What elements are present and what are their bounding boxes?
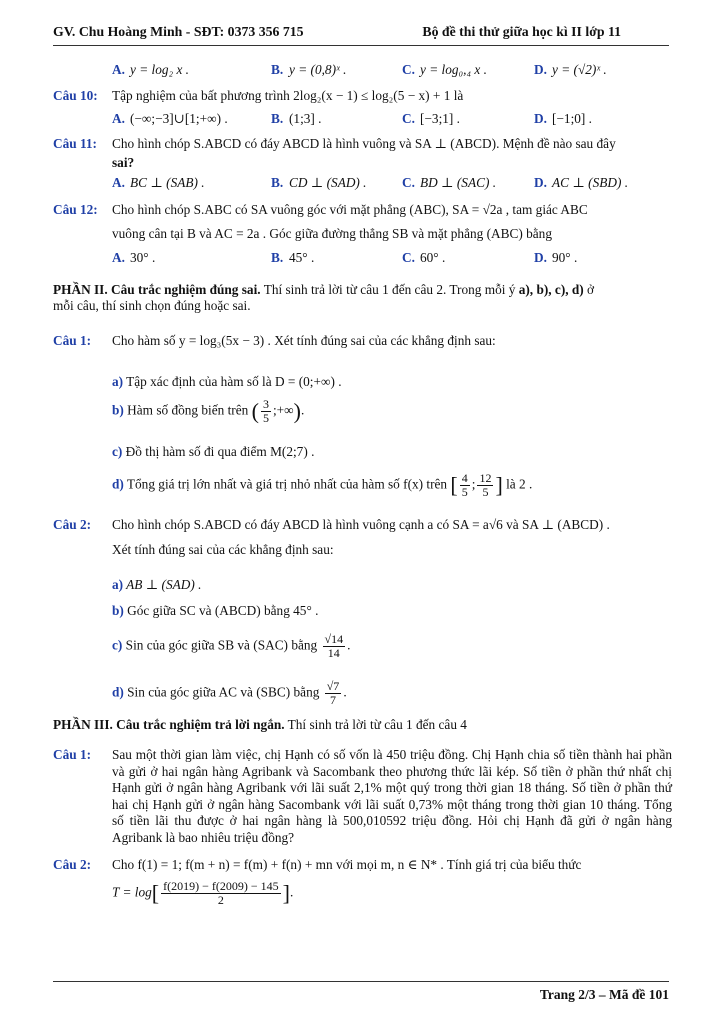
p3-q1-text: Sau một thời gian làm việc, chị Hạnh có số vốn là 450 triệu đồng. Chị Hạnh chia số tiền thành hai phần và gửi ở hai ngân hàng Agribank và Sacombank theo phương thức lãi kép. Số tiền ở phần thứ nhất chị Hạnh gửi ở ngân hàng Agribank với lãi suất 2,1% một quý trong thời gian 18 tháng. Số tiền ở phần thứ hai chị Hạnh gửi ở ngân hàng Sacombank với lãi suất 0,73% một tháng trong thời gian 10 tháng. Tổng số tiền lãi thu được ở hai ngân hàng là 500,010592 triệu đồng. Hỏi chị Hạnh đã gửi ở ngân hàng Agribank là bao nhiêu triệu đồng? <box>112 747 672 845</box>
p2-q1-b-frac <box>261 398 271 425</box>
q12-opt-a-label: A. <box>112 250 125 265</box>
q12-text: Cho hình chóp S.ABC có SA vuông góc với mặt phẳng (ABC), SA = √2a , tam giác ABC <box>112 202 588 217</box>
q12-opt-c-label: C. <box>402 250 415 265</box>
q11-opt-a-label: A. <box>112 175 125 190</box>
p2-q1-label: Câu 1: <box>53 333 92 348</box>
p2-q1-d: d) Tổng giá trị lớn nhất và giá trị nhỏ nhất của hàm số f(x) trên [ $\frac{4}{5}$ ; $\frac{12}{5}$ ] là 2 . <box>112 471 533 499</box>
page-header <box>53 24 669 44</box>
q12-opt-b-label: B. <box>271 250 284 265</box>
q9-opt-c: y = log₀,₄ x . <box>420 62 487 77</box>
q12-opt-d-label: D. <box>534 250 547 265</box>
p2-q1-d-frac1 <box>460 472 470 499</box>
q10-opt-c: [−3;1] . <box>420 111 460 126</box>
part3-title: PHẦN III. Câu trắc nghiệm trả lời ngắn. <box>53 717 285 732</box>
q12-opt-b: 45° . <box>289 250 315 265</box>
p2-q1-b-tail: ;+∞ <box>272 402 294 418</box>
p2-q2-b-label: b) <box>112 603 124 618</box>
q10-opt-b-label: B. <box>271 111 284 126</box>
p2-q1-a-label: a) <box>112 374 124 389</box>
p2-q2-c-den: 14 <box>327 646 340 660</box>
p3-q2-text: Cho f(1) = 1; f(m + n) = f(m) + f(n) + mn với mọi m, n ∈ N* . Tính giá trị của biểu thức <box>112 857 582 872</box>
p2-q2-c-label: c) <box>112 637 123 653</box>
part2-title: PHẦN II. Câu trắc nghiệm đúng sai. <box>53 282 261 297</box>
p2-q1-b-text: Hàm số đồng biến trên <box>123 402 252 418</box>
p3-q2-frac <box>161 880 281 907</box>
p2-q1-d-num2: 12 <box>479 471 492 485</box>
part2-intro <box>53 282 673 314</box>
p2-q2-d-den: 7 <box>330 693 337 707</box>
q12-label: Câu 12: <box>53 202 98 217</box>
p3-q2-t-label: T = log <box>112 884 152 900</box>
header-author: GV. Chu Hoàng Minh - SĐT: 0373 356 715 <box>53 24 304 39</box>
p2-q1-d-den2: 5 <box>482 485 489 499</box>
p2-q1-b-label: b) <box>112 402 124 418</box>
part2-intro-text3: mỗi câu, thí sinh chọn đúng hoặc sai. <box>53 298 251 313</box>
q11-opt-d: AC ⊥ (SBD) . <box>552 175 629 190</box>
q10-label: Câu 10: <box>53 88 98 103</box>
p2-q2-text: Cho hình chóp S.ABCD có đáy ABCD là hình vuông cạnh a có SA = a√6 và SA ⊥ (ABCD) . <box>112 517 610 532</box>
q11-text: Cho hình chóp S.ABCD có đáy ABCD là hình vuông và SA ⊥ (ABCD). Mệnh đề nào sau đây <box>112 136 616 151</box>
p2-q1-d-num1: 4 <box>461 471 468 485</box>
q9-opt-c-label: C. <box>402 62 415 77</box>
p2-q1-c-text: Đồ thị hàm số đi qua điểm M(2;7) . <box>122 444 315 459</box>
p2-q1-b-den: 5 <box>262 411 269 425</box>
p2-q1-b-num: 3 <box>262 397 269 411</box>
q11-opt-b-label: B. <box>271 175 284 190</box>
q9-opt-b: y = (0,8)ˣ . <box>289 62 347 77</box>
p2-q1-text: Cho hàm số y = log₃(5x − 3) . Xét tính đúng sai của các khẳng định sau: <box>112 333 496 348</box>
q11-opt-a: BC ⊥ (SAB) . <box>130 175 205 190</box>
footer-rule <box>53 981 669 982</box>
p2-q1-a-text: Tập xác định của hàm số là D = (0;+∞) . <box>123 374 342 389</box>
p2-q2-b <box>112 603 318 619</box>
q9-opt-a: y = log₂ x . <box>130 62 190 77</box>
q12-opt-a: 30° . <box>130 250 156 265</box>
part3-intro <box>53 717 673 733</box>
p2-q2-d-text: Sin của góc giữa AC và (SBC) bằng <box>123 684 323 700</box>
q12-opt-d: 90° . <box>552 250 578 265</box>
p3-q2-label: Câu 2: <box>53 857 92 872</box>
p2-q1-d-label: d) <box>112 476 124 492</box>
q11-opt-c: BD ⊥ (SAC) . <box>420 175 497 190</box>
p2-q2-a <box>112 577 201 593</box>
header-rule <box>53 45 669 46</box>
part2-abcd: a), b), c), d) <box>518 282 584 297</box>
q10-opt-d-label: D. <box>534 111 547 126</box>
p2-q1-d-den1: 5 <box>461 485 468 499</box>
p2-q2-d-num: √7 <box>326 679 340 693</box>
p3-q2-den: 2 <box>217 893 224 907</box>
q10-opt-a: (−∞;−3]∪[1;+∞) . <box>130 111 228 126</box>
part3-intro-text: Thí sinh trả lời từ câu 1 đến câu 4 <box>284 717 467 732</box>
q11-opt-b: CD ⊥ (SAD) . <box>289 175 367 190</box>
p2-q1-c <box>112 444 314 460</box>
p3-q2-num: f(2019) − f(2009) − 145 <box>163 879 279 893</box>
p2-q1-d-frac2 <box>477 472 493 499</box>
part2-intro-text2: ở <box>583 282 595 297</box>
p3-q2-formula: T = log[ $\frac{f(2019) - f(2009) - 145}{2}$ ]. <box>112 879 294 907</box>
q10-opt-c-label: C. <box>402 111 415 126</box>
p2-q2-c: c) Sin của góc giữa SB và (SAC) bằng $\frac{√14}{14}$ . <box>112 632 351 660</box>
q10-opt-b: (1;3] . <box>289 111 322 126</box>
q9-opt-b-label: B. <box>271 62 284 77</box>
q9-opt-a-label: A. <box>112 62 125 77</box>
p2-q2-a-label: a) <box>112 577 124 592</box>
q10-opt-a-label: A. <box>112 111 125 126</box>
p2-q2-d: d) Sin của góc giữa AC và (SBC) bằng $\frac{√7}{7}$ . <box>112 679 347 707</box>
q12-text2: vuông cân tại B và AC = 2a . Góc giữa đường thẳng SB và mặt phẳng (ABC) bằng <box>112 226 552 241</box>
q9-opt-d: y = (√2)ˣ . <box>552 62 607 77</box>
part2-intro-text: Thí sinh trả lời từ câu 1 đến câu 2. Trong mỗi ý <box>260 282 519 297</box>
p2-q1-d-text: Tổng giá trị lớn nhất và giá trị nhỏ nhất của hàm số f(x) trên <box>123 476 451 492</box>
q11-label: Câu 11: <box>53 136 97 151</box>
q11-opt-c-label: C. <box>402 175 415 190</box>
p2-q2-d-label: d) <box>112 684 124 700</box>
p2-q2-c-text: Sin của góc giữa SB và (SAC) bằng <box>122 637 321 653</box>
header-title: Bộ đề thi thử giữa học kì II lớp 11 <box>422 24 621 39</box>
p3-q1-label: Câu 1: <box>53 747 92 762</box>
q12-opt-c: 60° . <box>420 250 446 265</box>
q10-opt-d: [−1;0] . <box>552 111 592 126</box>
p2-q2-text2: Xét tính đúng sai của các khẳng định sau: <box>112 542 334 557</box>
p2-q2-b-text: Góc giữa SC và (ABCD) bằng 45° . <box>123 603 319 618</box>
q11-opt-d-label: D. <box>534 175 547 190</box>
page-footer: Trang 2/3 – Mã đề 101 <box>539 987 669 1002</box>
q9-opt-d-label: D. <box>534 62 547 77</box>
q10-text: Tập nghiệm của bất phương trình 2log₂(x − 1) ≤ log₂(5 − x) + 1 là <box>112 88 464 103</box>
p2-q2-c-num: √14 <box>324 632 344 646</box>
p2-q2-d-frac <box>325 680 342 707</box>
p2-q1-a <box>112 374 342 390</box>
p2-q1-b: b) Hàm số đồng biến trên ( $\frac{3}{5}$ ;+∞). <box>112 397 305 425</box>
p2-q1-c-label: c) <box>112 444 123 459</box>
p2-q2-c-frac <box>323 633 346 660</box>
p2-q2-label: Câu 2: <box>53 517 92 532</box>
p2-q2-a-text: AB ⊥ (SAD) . <box>123 577 202 592</box>
p2-q1-d-tail: là 2 . <box>502 476 533 492</box>
q11-text-sai: sai? <box>112 155 135 170</box>
